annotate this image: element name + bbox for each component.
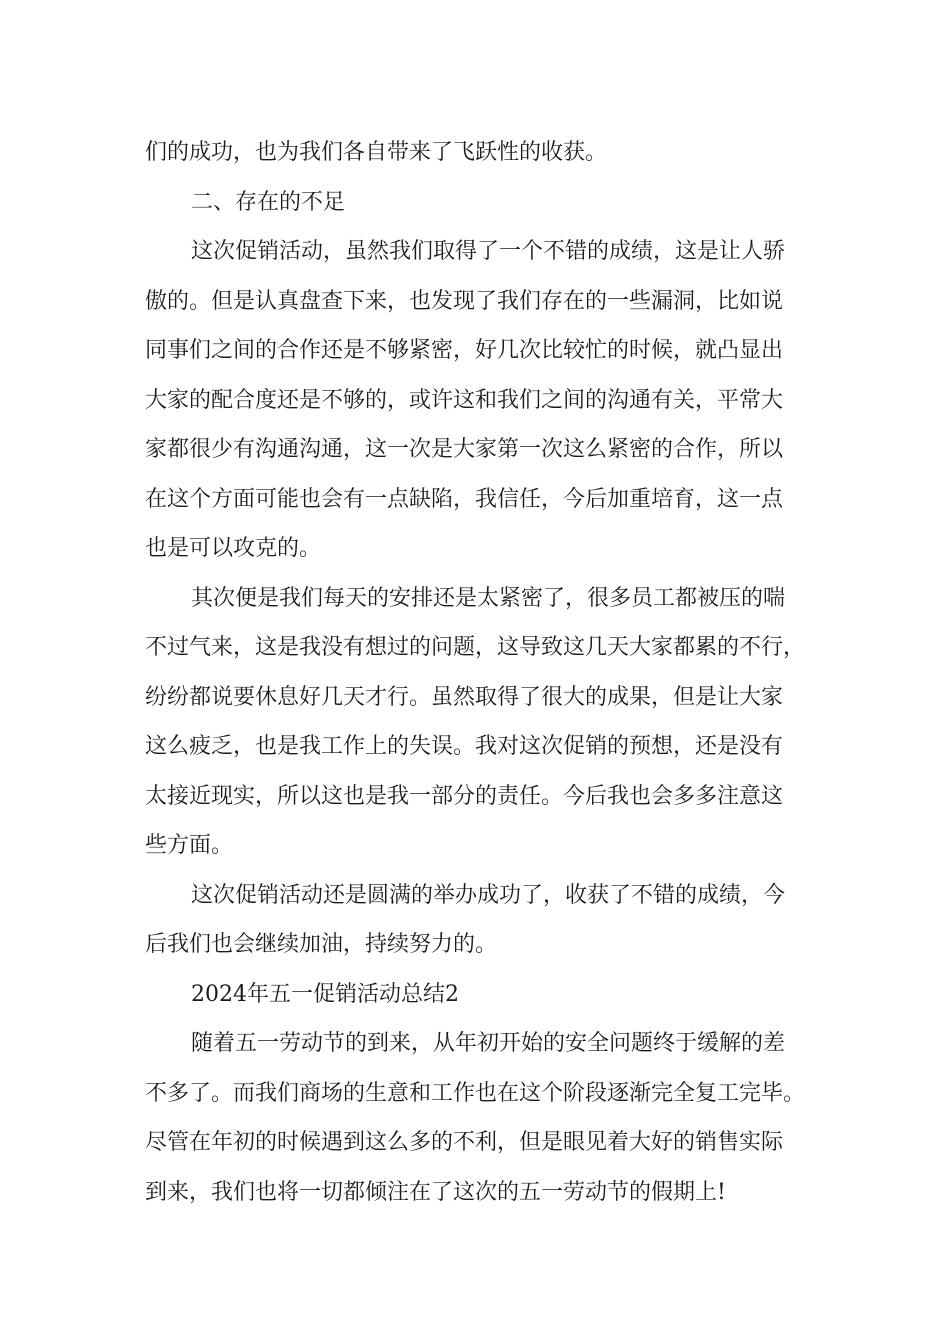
text-line: 后我们也会继续加油，持续努力的。 <box>145 932 498 957</box>
text-line: 些方面。 <box>145 833 234 858</box>
text-line: 在这个方面可能也会有一点缺陷，我信任，今后加重培育，这一点 <box>145 486 784 512</box>
text-line: 不多了。而我们商场的生意和工作也在这个阶段逐渐完全复工完毕。 <box>145 1080 806 1106</box>
text-line: 太接近现实，所以这也是我一部分的责任。今后我也会多多注意这 <box>145 783 784 809</box>
section-heading: 二、存在的不足 <box>191 189 346 215</box>
document-body <box>145 128 845 1217</box>
text-line: 傲的。但是认真盘查下来，也发现了我们存在的一些漏洞，比如说 <box>145 288 784 314</box>
text-line: 尽管在年初的时候遇到这么多的不利，但是眼见着大好的销售实际 <box>145 1130 784 1155</box>
text-line: 同事们之间的合作还是不够紧密，好几次比较忙的时候，就凸显出 <box>145 338 784 363</box>
text-line: 纷纷都说要休息好几天才行。虽然取得了很大的成果，但是让大家 <box>145 684 784 710</box>
text-line: 随着五一劳动节的到来，从年初开始的安全问题终于缓解的差 <box>191 1031 786 1056</box>
text-line: 家都很少有沟通沟通，这一次是大家第一次这么紧密的合作，所以 <box>145 437 784 462</box>
text-line: 们的成功，也为我们各自带来了飞跃性的收获。 <box>145 140 608 165</box>
text-line: 大家的配合度还是不够的，或许这和我们之间的沟通有关，平常大 <box>145 387 784 413</box>
text-line: 这次促销活动还是圆满的举办成功了，收获了不错的成绩，今 <box>191 882 786 908</box>
text-line: 这次促销活动，虽然我们取得了一个不错的成绩，这是让人骄 <box>191 239 786 264</box>
text-line: 到来，我们也将一切都倾注在了这次的五一劳动节的假期上! <box>145 1179 726 1205</box>
text-line: 这么疲乏，也是我工作上的失误。我对这次促销的预想，还是没有 <box>145 734 784 759</box>
text-line: 其次便是我们每天的安排还是太紧密了，很多员工都被压的喘 <box>191 585 786 611</box>
text-line: 也是可以攻克的。 <box>145 536 322 561</box>
text-line: 不过气来，这是我没有想过的问题，这导致这几天大家都累的不行， <box>145 635 806 660</box>
section-heading: 2024年五一促销活动总结2 <box>191 981 459 1007</box>
